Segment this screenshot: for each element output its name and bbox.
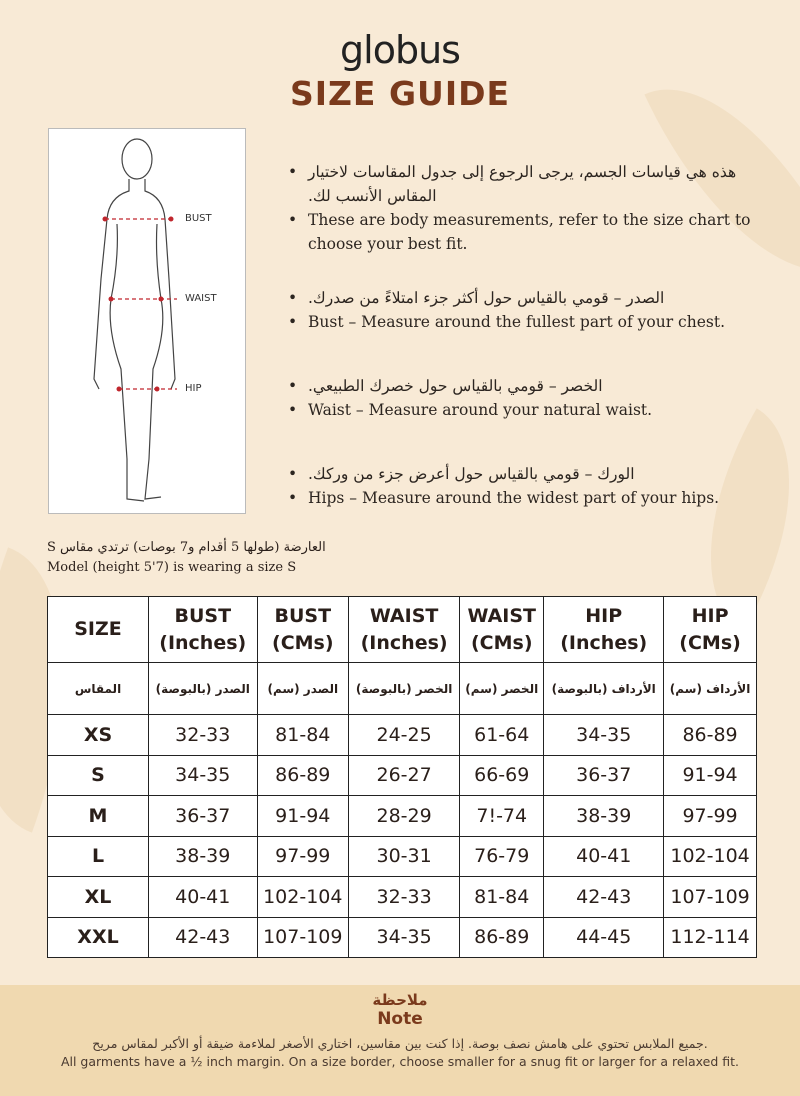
measurement-cell: 107-109: [664, 877, 757, 918]
note-section: [0, 985, 800, 1096]
instruction-en: • Hips – Measure around the widest part of your hips.: [288, 486, 758, 510]
instruction-ar: • هذه هي قياسات الجسم، يرجى الرجوع إلى جدول المقاسات لاختيار المقاس الأنسب لك.: [288, 160, 758, 208]
column-header-text: (Inches): [560, 631, 648, 654]
measurement-cell: 44-45: [544, 917, 664, 958]
measurement-cell: 107-109: [257, 917, 349, 958]
measurement-cell: 34-35: [149, 755, 258, 796]
column-header-ar: الأرداف (سم): [664, 663, 757, 715]
measurement-cell: 26-27: [349, 755, 460, 796]
size-cell: L: [48, 836, 149, 877]
instruction-ar: • الخصر – قومي بالقياس حول خصرك الطبيعي.: [288, 374, 758, 398]
measurement-cell: 32-33: [149, 715, 258, 756]
table-row: [48, 755, 757, 796]
column-header-text: (CMs): [272, 631, 334, 654]
column-header-text: HIP: [691, 604, 729, 627]
column-header-text: BUST: [174, 604, 232, 627]
measurement-cell: 91-94: [664, 755, 757, 796]
column-header-ar: الصدر (بالبوصة): [149, 663, 258, 715]
column-header-text: (Inches): [360, 631, 448, 654]
measurement-cell: 86-89: [664, 715, 757, 756]
measurement-cell: 66-69: [460, 755, 544, 796]
measurement-cell: 102-104: [664, 836, 757, 877]
measurement-cell: 97-99: [664, 796, 757, 837]
measurement-cell: 86-89: [460, 917, 544, 958]
instruction-ar: • الصدر – قومي بالقياس حول أكثر جزء امتلاءً من صدرك.: [288, 286, 758, 310]
measurement-cell: 42-43: [149, 917, 258, 958]
note-text-ar: جميع الملابس تحتوي على هامش نصف بوصة. إذا كنت بين مقاسين، اختاري الأصغر لملاءمة ضيقة أو الأكبر لمقاس مريح.: [92, 1036, 708, 1051]
column-header-text: WAIST: [467, 604, 536, 627]
measurement-cell: 7!-74: [460, 796, 544, 837]
measurement-cell: 34-35: [349, 917, 460, 958]
hip-label: HIP: [185, 383, 202, 394]
measurement-cell: 97-99: [257, 836, 349, 877]
column-header-text: SIZE: [74, 618, 122, 640]
table-row: [48, 836, 757, 877]
column-header-text: (CMs): [679, 631, 741, 654]
column-header-text: BUST: [274, 604, 332, 627]
table-row: [48, 877, 757, 918]
measurement-cell: 24-25: [349, 715, 460, 756]
column-header: [544, 597, 664, 663]
model-info-en: Model (height 5'7) is wearing a size S: [47, 560, 297, 575]
measurement-cell: 38-39: [544, 796, 664, 837]
measurement-cell: 30-31: [349, 836, 460, 877]
instruction-en: • These are body measurements, refer to the size chart to choose your best fit.: [288, 208, 758, 256]
measurement-cell: 61-64: [460, 715, 544, 756]
instruction-hips: [288, 462, 758, 510]
measurement-cell: 76-79: [460, 836, 544, 877]
column-header-ar: الخصر (بالبوصة): [349, 663, 460, 715]
column-header-ar: الخصر (سم): [460, 663, 544, 715]
header-row: [48, 597, 757, 663]
measurement-cell: 34-35: [544, 715, 664, 756]
column-header: [257, 597, 349, 663]
measurement-cell: 112-114: [664, 917, 757, 958]
column-header-text: (CMs): [470, 631, 533, 654]
table-row: [48, 917, 757, 958]
size-chart-table: [47, 596, 757, 958]
measurement-cell: 36-37: [544, 755, 664, 796]
instruction-ar: • الورك – قومي بالقياس حول أعرض جزء من وركك.: [288, 462, 758, 486]
column-header: [664, 597, 757, 663]
model-info-ar: العارضة (طولها 5 أقدام و7 بوصات) ترتدي مقاس S: [47, 540, 326, 555]
body-illustration: [49, 129, 245, 513]
measurement-instructions: [288, 160, 758, 540]
size-cell: XXL: [48, 917, 149, 958]
instruction-en: • Bust – Measure around the fullest part of your chest.: [288, 310, 758, 334]
instruction-en: • Waist – Measure around your natural waist.: [288, 398, 758, 422]
table-row: [48, 715, 757, 756]
column-header-text: (Inches): [159, 631, 247, 654]
waist-label: WAIST: [185, 293, 217, 304]
model-info: [47, 538, 326, 578]
note-title: Note: [377, 1009, 423, 1029]
measurement-cell: 32-33: [349, 877, 460, 918]
size-cell: XL: [48, 877, 149, 918]
measurement-cell: 28-29: [349, 796, 460, 837]
instruction-waist: [288, 374, 758, 422]
size-cell: S: [48, 755, 149, 796]
bust-label: BUST: [185, 213, 212, 224]
size-cell: XS: [48, 715, 149, 756]
instruction-bust: [288, 286, 758, 334]
column-header-ar: الصدر (سم): [257, 663, 349, 715]
measurement-cell: 102-104: [257, 877, 349, 918]
measurement-cell: 38-39: [149, 836, 258, 877]
column-header-ar: الأرداف (بالبوصة): [544, 663, 664, 715]
body-figure: [48, 128, 246, 514]
column-header-ar: المقاس: [48, 663, 149, 715]
column-header-text: WAIST: [369, 604, 439, 627]
column-header: [48, 597, 149, 663]
brand-logo: globus: [340, 28, 460, 72]
column-header: [149, 597, 258, 663]
size-cell: M: [48, 796, 149, 837]
table-row: [48, 796, 757, 837]
measurement-cell: 91-94: [257, 796, 349, 837]
page-title: SIZE GUIDE: [289, 74, 511, 113]
measurement-cell: 42-43: [544, 877, 664, 918]
note-title-ar: ملاحظة: [372, 991, 428, 1009]
column-header: [349, 597, 460, 663]
measurement-cell: 36-37: [149, 796, 258, 837]
arabic-header-row: [48, 663, 757, 715]
measurement-cell: 86-89: [257, 755, 349, 796]
measurement-cell: 40-41: [149, 877, 258, 918]
column-header: [460, 597, 544, 663]
note-text: All garments have a ½ inch margin. On a size border, choose smaller for a snug fit or larger for a relaxed fit.: [60, 1054, 740, 1069]
measurement-cell: 81-84: [257, 715, 349, 756]
instruction-general: [288, 160, 758, 256]
column-header-text: HIP: [585, 604, 623, 627]
measurement-cell: 81-84: [460, 877, 544, 918]
measurement-cell: 40-41: [544, 836, 664, 877]
